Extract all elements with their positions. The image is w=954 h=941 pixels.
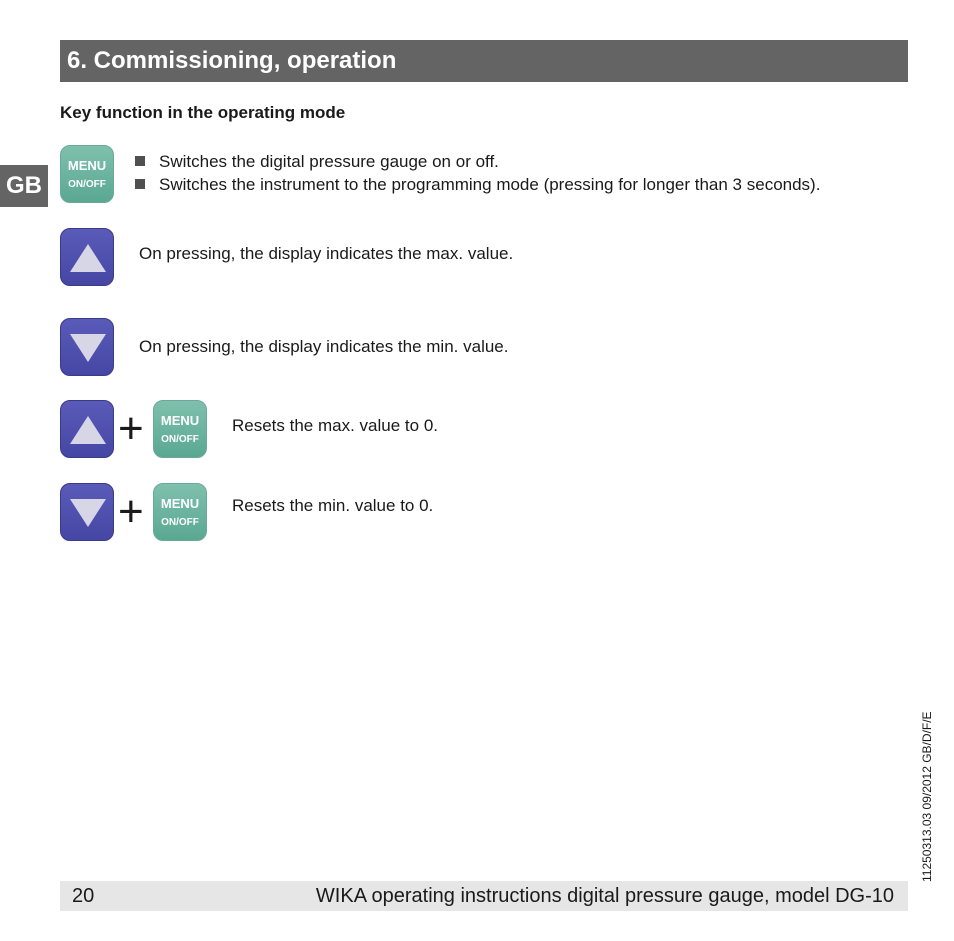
plus-sign: +: [118, 404, 144, 453]
menu-key-label: MENU: [67, 158, 107, 173]
reset-max-description: Resets the max. value to 0.: [232, 416, 438, 435]
page-footer: [60, 881, 908, 911]
bullet-square-icon: [135, 156, 145, 166]
list-item-text: Switches the digital pressure gauge on or off.: [159, 152, 499, 171]
down-key-description: On pressing, the display indicates the min. value.: [139, 337, 509, 356]
section-heading: [60, 40, 908, 82]
subheading: Key function in the operating mode: [60, 103, 346, 122]
section-title: 6. Commissioning, operation: [67, 47, 397, 74]
menu-key-label: MENU: [160, 496, 200, 511]
up-key-description: On pressing, the display indicates the max. value.: [139, 244, 514, 263]
menu-key-label: MENU: [160, 413, 200, 428]
down-arrow-key-icon: [60, 318, 114, 376]
language-tab: GB: [0, 165, 48, 207]
plus-sign: +: [118, 487, 144, 536]
page-number: 20: [72, 885, 95, 907]
footer-title: WIKA operating instructions digital pressure gauge, model DG-10: [315, 885, 894, 907]
onoff-key-label: ON/OFF: [68, 179, 106, 190]
document-number: 11250313.03 09/2012 GB/D/F/E: [920, 711, 934, 882]
list-item: [133, 173, 820, 196]
onoff-key-label: ON/OFF: [161, 517, 199, 528]
down-arrow-key-icon: [60, 483, 114, 541]
menu-onoff-key-icon: [60, 145, 114, 203]
reset-min-description: Resets the min. value to 0.: [232, 496, 434, 515]
onoff-key-label: ON/OFF: [161, 434, 199, 445]
menu-onoff-key-icon: [153, 400, 207, 458]
list-item-text: Switches the instrument to the programming mode (pressing for longer than 3 seconds).: [159, 175, 821, 194]
up-arrow-key-icon: [60, 228, 114, 286]
menu-onoff-key-icon: [153, 483, 207, 541]
list-item: [133, 150, 820, 173]
menu-key-bullet-list: [133, 150, 820, 196]
bullet-square-icon: [135, 179, 145, 189]
up-arrow-key-icon: [60, 400, 114, 458]
